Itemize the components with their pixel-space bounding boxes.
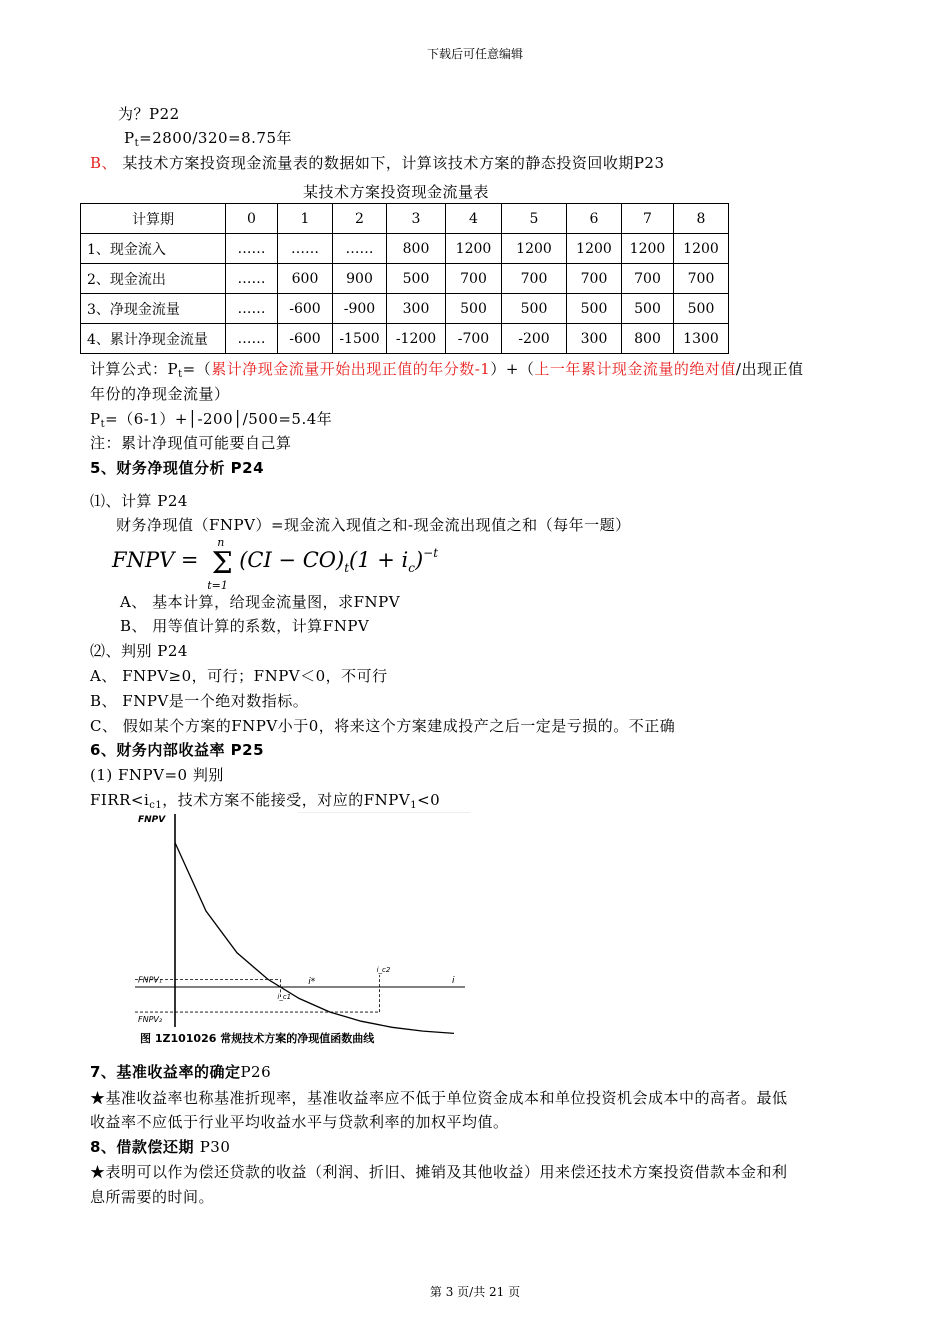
table-cell: 700 bbox=[567, 264, 622, 294]
formula-lhs: FNPV = bbox=[112, 548, 199, 572]
table-cell: 2、现金流出 bbox=[81, 264, 226, 294]
table-cell: 700 bbox=[502, 264, 567, 294]
irr2-c: <0 bbox=[417, 791, 441, 809]
table-cell: 3、净现金流量 bbox=[81, 294, 226, 324]
formula-body2-sub: c bbox=[408, 561, 415, 575]
table-cell: 500 bbox=[567, 294, 622, 324]
heading-7-text: 7、基准收益率的确定 bbox=[90, 1063, 241, 1081]
table-cell: …… bbox=[226, 234, 278, 264]
pt-calc bbox=[90, 408, 332, 430]
table-cell: …… bbox=[226, 264, 278, 294]
table-cell: 1200 bbox=[446, 234, 502, 264]
formula-body-sub: t bbox=[344, 561, 350, 575]
item-fa: A、 基本计算，给现金流量图，求FNPV bbox=[120, 593, 401, 611]
table-cell: 700 bbox=[622, 264, 674, 294]
table-cell: 900 bbox=[333, 264, 387, 294]
table-caption: 某技术方案投资现金流量表 bbox=[303, 183, 490, 201]
table-cell: -900 bbox=[333, 294, 387, 324]
formula-exponent: −t bbox=[423, 546, 439, 560]
table-header-cell: 计算期 bbox=[81, 204, 226, 234]
table-header-cell: 4 bbox=[446, 204, 502, 234]
pt-result bbox=[124, 127, 292, 149]
sum-symbol: Σ bbox=[211, 546, 233, 581]
sum-sign bbox=[205, 536, 239, 592]
heading-5: 5、财务净现值分析 P24 bbox=[90, 459, 265, 477]
table-cell: 800 bbox=[387, 234, 446, 264]
table-cell: 4、累计净现金流量 bbox=[81, 324, 226, 354]
table-cell: 800 bbox=[622, 324, 674, 354]
table-cell: 1200 bbox=[567, 234, 622, 264]
table-cell: 500 bbox=[446, 294, 502, 324]
heading-8-page: P30 bbox=[199, 1138, 231, 1156]
calc-end: /出现正值 bbox=[735, 360, 804, 378]
x-axis-label: i bbox=[452, 976, 455, 986]
table-cell: …… bbox=[278, 234, 333, 264]
table-header-cell: 2 bbox=[333, 204, 387, 234]
para-7-line-1: ★基准收益率也称基准折现率，基准收益率应不低于单位资金成本和单位投资机会成本中的高者。最低 bbox=[90, 1089, 788, 1107]
table-cell: -600 bbox=[278, 324, 333, 354]
table-cell: 1300 bbox=[674, 324, 729, 354]
table-cell: 1200 bbox=[622, 234, 674, 264]
table-header-cell: 1 bbox=[278, 204, 333, 234]
table-row bbox=[81, 234, 729, 264]
calc-line-2: 年份的净现金流量） bbox=[90, 385, 230, 403]
table-cell: 500 bbox=[387, 264, 446, 294]
table-cell: 1、现金流入 bbox=[81, 234, 226, 264]
cash-flow-table bbox=[80, 203, 729, 354]
irr2-a: FIRR<i bbox=[90, 791, 150, 809]
table-header-cell: 3 bbox=[387, 204, 446, 234]
item-jc: C、 假如某个方案的FNPV小于0，将来这个方案建成投产之后一定是亏损的。不正确 bbox=[90, 717, 676, 735]
irr-line-2 bbox=[90, 789, 440, 811]
pt-calc-value: =（6-1）+│-200│/500=5.4年 bbox=[105, 410, 333, 428]
table-cell: …… bbox=[333, 234, 387, 264]
sub-heading-2: ⑵、判别 P24 bbox=[90, 642, 188, 660]
table-cell: 700 bbox=[674, 264, 729, 294]
npv-curve-chart bbox=[130, 812, 470, 1048]
heading-8 bbox=[90, 1136, 230, 1157]
table-row bbox=[81, 264, 729, 294]
formula-body3: ) bbox=[414, 548, 424, 572]
table-cell: 1200 bbox=[674, 234, 729, 264]
fnpv2-label: FNPV₂ bbox=[138, 1015, 163, 1025]
fnpv-formula bbox=[112, 536, 439, 592]
heading-7-page: P26 bbox=[240, 1063, 272, 1081]
calc-sub: t bbox=[178, 369, 183, 380]
table-cell: 500 bbox=[502, 294, 567, 324]
calc-eq: =（ bbox=[182, 360, 212, 378]
sub-heading-1: ⑴、计算 P24 bbox=[90, 492, 188, 510]
chart-caption: 图 1Z101026 常规技术方案的净现值函数曲线 bbox=[140, 1032, 375, 1045]
irr2-b: ，技术方案不能接受，对应的FNPV bbox=[162, 791, 411, 809]
table-cell: 1200 bbox=[502, 234, 567, 264]
para-7-line-2: 收益率不应低于行业平均收益水平与贷款利率的加权平均值。 bbox=[90, 1113, 509, 1131]
pt-value: =2800/320=8.75年 bbox=[139, 129, 293, 147]
pt-symbol: P bbox=[124, 129, 135, 147]
formula-body: (CI − CO) bbox=[239, 548, 345, 572]
table-cell: 700 bbox=[446, 264, 502, 294]
calc-highlight-1: 累计净现金流量开始出现正值的年分数-1 bbox=[211, 360, 491, 378]
table-header-cell: 5 bbox=[502, 204, 567, 234]
calc-prefix: 计算公式：P bbox=[90, 360, 179, 378]
table-cell: -200 bbox=[502, 324, 567, 354]
table-header-cell: 8 bbox=[674, 204, 729, 234]
table-cell: -600 bbox=[278, 294, 333, 324]
table-header-cell: 0 bbox=[226, 204, 278, 234]
table-cell: 500 bbox=[674, 294, 729, 324]
item-marker-b: B、 bbox=[90, 154, 118, 172]
question-b-text: 某技术方案投资现金流量表的数据如下，计算该技术方案的静态投资回收期P23 bbox=[122, 154, 665, 172]
page-footer: 第 3 页/共 21 页 bbox=[429, 1285, 521, 1299]
irr2-sub2: 1 bbox=[410, 800, 418, 811]
note-line: 注：累计净现值可能要自己算 bbox=[90, 434, 292, 452]
calc-formula bbox=[90, 358, 803, 380]
table-row bbox=[81, 324, 729, 354]
formula-body2: (1 + i bbox=[349, 548, 409, 572]
table-header-cell: 6 bbox=[567, 204, 622, 234]
para-8-line-2: 息所需要的时间。 bbox=[90, 1188, 215, 1206]
table-cell: …… bbox=[226, 324, 278, 354]
fnpv1-label: FNPV₁ bbox=[138, 975, 163, 985]
irr-label: i* bbox=[308, 977, 316, 987]
item-ja: A、 FNPV≥0，可行；FNPV＜0，不可行 bbox=[90, 667, 388, 685]
para-8-line-1: ★表明可以作为偿还贷款的收益（利润、折旧、摊销及其他收益）用来偿还技术方案投资借款本金和利 bbox=[90, 1163, 788, 1181]
table-cell: 300 bbox=[387, 294, 446, 324]
pt-calc-symbol: P bbox=[90, 410, 101, 428]
table-cell: …… bbox=[226, 294, 278, 324]
sum-top: n bbox=[217, 536, 225, 549]
npv-curve bbox=[175, 843, 454, 1034]
ic1-label: i_c1 bbox=[277, 993, 292, 1001]
fnpv-definition: 财务净现值（FNPV）=现金流入现值之和-现金流出现值之和（每年一题） bbox=[116, 516, 631, 534]
table-cell: -1500 bbox=[333, 324, 387, 354]
calc-highlight-2: 上一年累计现金流量的绝对值 bbox=[534, 360, 736, 378]
question-end: 为？P22 bbox=[118, 105, 180, 123]
heading-6: 6、财务内部收益率 P25 bbox=[90, 741, 265, 759]
heading-8-text: 8、借款偿还期 bbox=[90, 1138, 194, 1156]
irr2-sub: c1 bbox=[149, 800, 163, 811]
sum-bottom: t=1 bbox=[207, 579, 228, 592]
y-axis-label: FNPV bbox=[138, 815, 166, 825]
table-header-cell: 7 bbox=[622, 204, 674, 234]
question-b bbox=[90, 152, 665, 173]
table-cell: -1200 bbox=[387, 324, 446, 354]
calc-mid: ）+（ bbox=[490, 360, 535, 378]
table-header-row bbox=[81, 204, 729, 234]
ic2-label: i_c2 bbox=[376, 966, 391, 974]
heading-7 bbox=[90, 1061, 271, 1082]
item-fb: B、 用等值计算的系数，计算FNPV bbox=[120, 617, 370, 635]
table-cell: 300 bbox=[567, 324, 622, 354]
pt-sub: t bbox=[134, 138, 140, 149]
irr-line-1: (1) FNPV=0 判别 bbox=[90, 766, 224, 784]
table-cell: 600 bbox=[278, 264, 333, 294]
item-jb: B、 FNPV是一个绝对数指标。 bbox=[90, 692, 309, 710]
table-row bbox=[81, 294, 729, 324]
pt-calc-sub: t bbox=[100, 419, 106, 430]
table-cell: -700 bbox=[446, 324, 502, 354]
table-cell: 500 bbox=[622, 294, 674, 324]
page-header: 下载后可任意编辑 bbox=[426, 47, 523, 61]
